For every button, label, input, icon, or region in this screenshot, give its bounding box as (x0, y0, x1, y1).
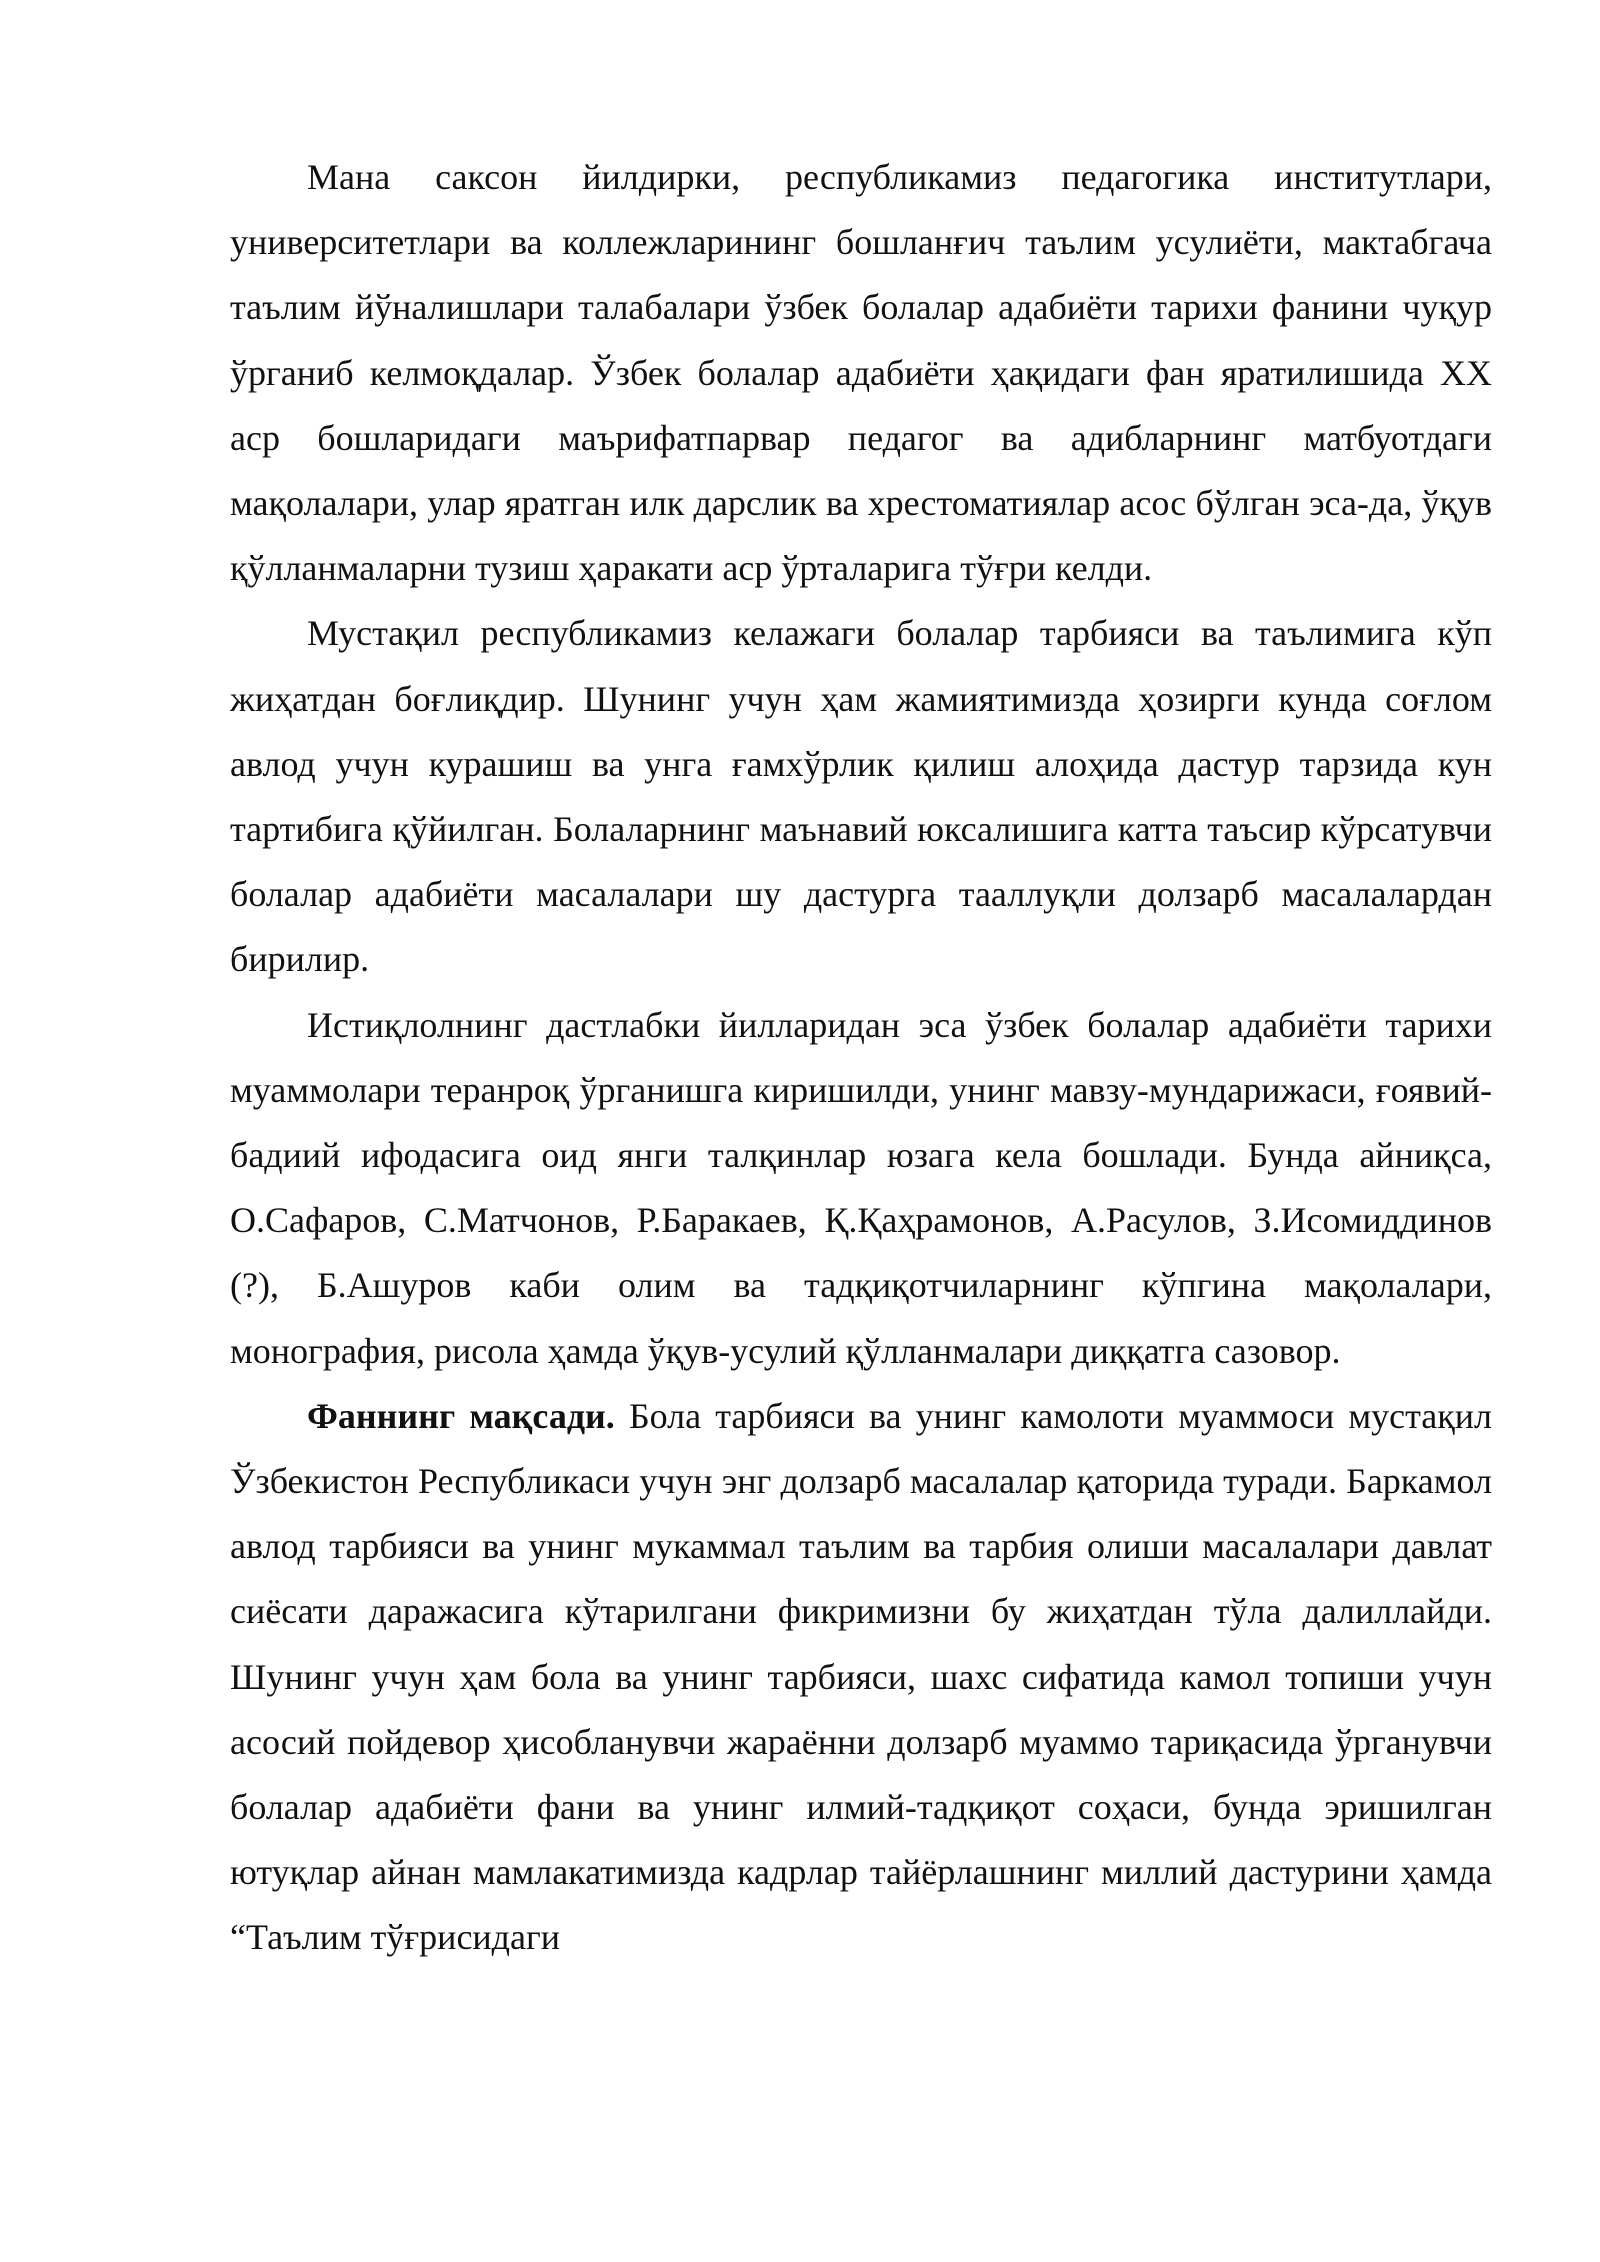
paragraph-research (230, 993, 1492, 1384)
paragraph-text: Истиқлолнинг дастлабки йилларидан эса ўзбек болалар адабиёти тарихи муаммолари теранроқ ўрганишга киришилди, унинг мавзу-мундарижаси, ғоявий-бадиий ифодасига оид янги талқинлар юзага кела бошлади. Бунда айниқса, О.Сафаров, С.Матчонов, Р.Баракаев, Қ.Қаҳрамонов, А.Расулов, З.Исомиддинов (?), Б.Ашуров каби олим ва тадқиқотчиларнинг кўпгина мақолалари, монография, рисола ҳамда ўқув-усулий қўлланмалари диққатга сазовор. (230, 1004, 1492, 1371)
paragraph-text: Бола тарбияси ва унинг камолоти муаммоси мустақил Ўзбекистон Республикаси учун энг долзарб масалалар қаторида туради. Баркамол авлод тарбияси ва унинг мукаммал таълим ва тарбия олиши масалалари давлат сиёсати даражасига кўтарилгани фикримизни бу жиҳатдан тўла далиллайди. Шунинг учун ҳам бола ва унинг тарбияси, шахс сифатида камол топиши учун асосий пойдевор ҳисобланувчи жараённи долзарб муаммо тариқасида ўрганувчи болалар адабиёти фани ва унинг илмий-тадқиқот соҳаси, бунда эришилган ютуқлар айнан мамлакатимизда кадрлар тайёрлашнинг миллий дастурини ҳамда “Таълим тўғрисидаги (230, 1395, 1493, 1958)
paragraph-history (230, 145, 1492, 601)
paragraph-course-goal (230, 1384, 1492, 1971)
paragraph-heading: Фаннинг мақсади. (307, 1395, 615, 1436)
paragraph-text: Мана саксон йилдирки, республикамиз педагогика институтлари, университетлари ва коллежларининг бошланғич таълим усулиёти, мактабгача таълим йўналишлари талабалари ўзбек болалар адабиёти тарихи фанини чуқур ўрганиб келмоқдалар. Ўзбек болалар адабиёти ҳақидаги фан яратилишида XX аср бошларидаги маърифатпарвар педагог ва адибларнинг матбуотдаги мақолалари, улар яратган илк дарслик ва хрестоматиялар асос бўлган эса-да, ўқув қўлланмаларни тузиш ҳаракати аср ўрталарига тўғри келди. (230, 157, 1492, 589)
paragraph-text: Мустақил республикамиз келажаги болалар тарбияси ва таълимига кўп жиҳатдан боғлиқдир. Шунинг учун ҳам жамиятимизда ҳозирги кунда соғлом авлод учун курашиш ва унга ғамхўрлик қилиш алоҳида дастур тарзида кун тартибига қўйилган. Болаларнинг маънавий юксалишига катта таъсир кўрсатувчи болалар адабиёти масалалари шу дастурга тааллуқли долзарб масалалардан бирилир. (230, 613, 1492, 980)
document-body (230, 145, 1492, 1971)
paragraph-independence (230, 601, 1492, 992)
